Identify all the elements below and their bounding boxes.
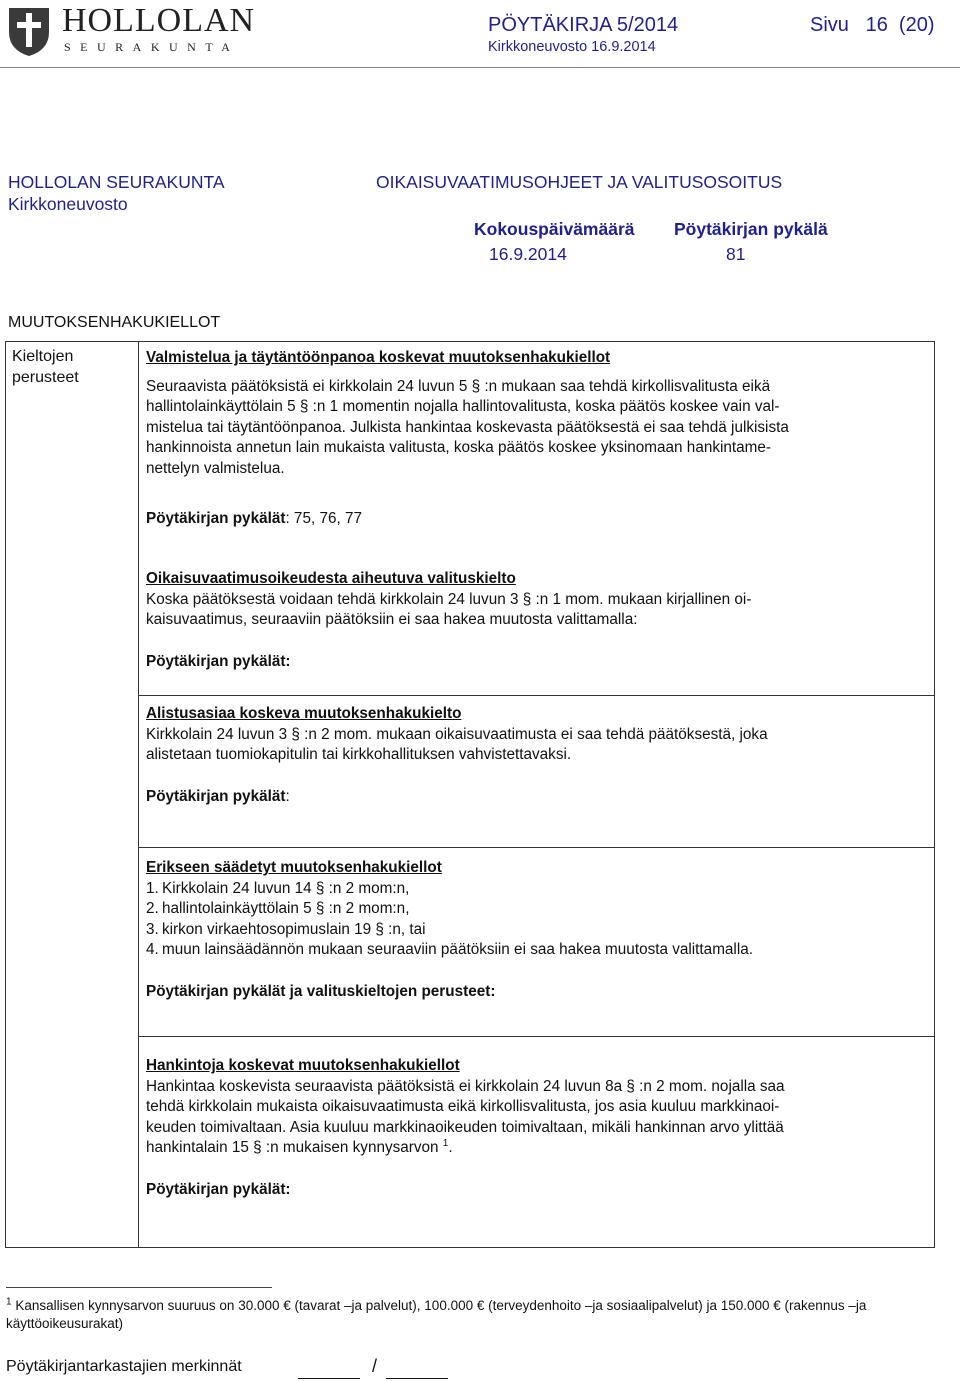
footnote-text: Kansallisen kynnysarvon suuruus on 30.000 € (tavarat –ja palvelut), 100.000 € (terveydenhoito –ja sosiaalipalvelut) ja 150.000 € (rakennus –ja — [11, 1298, 867, 1313]
text-line: tehdä kirkkolain mukaista oikaisuvaatimusta eikä kirkollisvalitusta, jos asia kuuluu markkinaoi- — [146, 1098, 780, 1115]
inspector-notes-label: Pöytäkirjantarkastajien merkinnät — [6, 1358, 242, 1375]
block-heading: Alistusasiaa koskeva muutoksenhakukielto — [146, 705, 462, 722]
pykalat-label: Pöytäkirjan pykälät: — [146, 652, 291, 670]
list-number: 3. — [146, 920, 159, 938]
pykalat-value: : — [285, 787, 290, 805]
pykalat-label: Pöytäkirjan pykälät — [146, 510, 286, 527]
text-line: Koska päätöksestä voidaan tehdä kirkkolain 24 luvun 3 § :n 1 mom. mukaan kirjallinen oi- — [146, 590, 752, 608]
pykalat-value: : 75, 76, 77 — [285, 510, 362, 527]
block-separate-restrictions — [146, 858, 916, 1002]
footnote-rule — [6, 1287, 272, 1288]
block-heading: Hankintoja koskevat muutoksenhakukiellot — [146, 1057, 460, 1074]
section-label: Pöytäkirjan pykälä — [674, 219, 828, 239]
block-rectification — [146, 569, 916, 672]
block-procurement: Hankintoja koskevat muutoksenhakukiellot Hankintaa koskevista seuraavista päätöksistä ei kirkkolain 24 luvun 8a § :n 2 mom. nojalla saa tehdä kirkkolain mukaista oikaisuvaatimusta eikä kirkollisvalitusta, jos asia kuuluu markkinaoi- keuden toimivaltaan. Asia kuuluu markkinaoikeuden toimivaltaan, mikäli hankinnan arvo ylittää hankintalain 15 § :n mukaisen kynnysarvon $^1$. Pöytäkirjan pykälät: — [146, 1056, 916, 1200]
list-item — [146, 879, 916, 900]
text-line: kaisuvaatimus, seuraaviin päätöksiin ei saa hakea muutosta valittamalla: — [146, 611, 638, 628]
logo-subtitle: SEURAKUNTA — [64, 40, 240, 54]
footnote-ref[interactable]: 1 — [442, 1137, 449, 1149]
text-line: Seuraavista päätöksistä ei kirkkolain 24 luvun 5 § :n mukaan saa tehdä kirkollisvalitusta eikä — [146, 377, 771, 395]
list-text: muun lainsäädännön mukaan seuraaviin päätöksiin ei saa hakea muutosta valittamalla. — [162, 941, 753, 958]
footnote-mark: 1 — [6, 1296, 12, 1308]
pykalat-label: Pöytäkirjan pykälät: — [146, 1180, 291, 1198]
block-heading: Oikaisuvaatimusoikeudesta aiheutuva valituskielto — [146, 570, 516, 587]
text-line: mistelua tai täytäntöönpanoa. Julkista hankintaa koskevasta päätöksestä ei saa tehdä julkisista — [146, 418, 789, 436]
text-line: Hankintaa koskevista seuraavista päätöksistä ei kirkkolain 24 luvun 8a § :n 2 mom. nojalla saa — [146, 1077, 785, 1095]
text-line: hankinnoista annetun lain mukaista valitusta, koska päätös koskee yksinomaan hankintame- — [146, 439, 771, 456]
list-item — [146, 920, 916, 941]
section-number: 81 — [726, 244, 746, 264]
slash: / — [372, 1356, 378, 1376]
pykalat-label: Pöytäkirjan pykälät ja valituskieltojen perusteet: — [146, 982, 496, 1000]
document-subtitle: Kirkkoneuvosto 16.9.2014 — [488, 39, 656, 55]
block-preparation — [146, 348, 916, 530]
text-line: alistetaan tuomiokapitulin tai kirkkohallituksen vahvistettavaksi. — [146, 746, 572, 763]
text-line: hallintolainkäyttölain 5 § :n 1 momentin nojalla hallintovalitusta, koska päätös koskee vain val- — [146, 398, 780, 415]
header-divider — [0, 67, 960, 68]
org-name: HOLLOLAN SEURAKUNTA — [8, 172, 225, 192]
text-line: keuden toimivaltaan. Asia kuuluu markkinaoikeuden toimivaltaan, mikäli hankinnan arvo ylittää — [146, 1118, 784, 1136]
left-label-line1: Kieltojen — [12, 348, 74, 365]
footnote-continuation: käyttöoikeusurakat) — [6, 1316, 124, 1331]
list-text: hallintolainkäyttölain 5 § :n 2 mom:n, — [162, 900, 410, 917]
list-item — [146, 899, 916, 920]
initials-line-2[interactable] — [386, 1378, 448, 1379]
date-label: Kokouspäivämäärä — [474, 219, 635, 239]
footnote — [6, 1297, 866, 1314]
list-number: 1. — [146, 879, 159, 897]
block-heading: Erikseen säädetyt muutoksenhakukiellot — [146, 859, 442, 876]
instructions-title: OIKAISUVAATIMUSOHJEET JA VALITUSOSOITUS — [376, 172, 783, 192]
pykalat-label: Pöytäkirjan pykälät — [146, 787, 286, 805]
initials-line-1[interactable] — [298, 1378, 360, 1379]
list-item — [146, 940, 916, 961]
text-line: hankintalain 15 § :n mukaisen kynnysarvon — [146, 1139, 439, 1156]
left-label-line2: perusteet — [12, 369, 79, 386]
section-heading: MUUTOKSENHAKUKIELLOT — [8, 314, 221, 331]
text-line: Kirkkolain 24 luvun 3 § :n 2 mom. mukaan oikaisuvaatimusta ei saa tehdä päätöksestä, joka — [146, 725, 768, 743]
logo-name: HOLLOLAN — [62, 2, 256, 39]
block-heading: Valmistelua ja täytäntöönpanoa koskevat muutoksenhakukiellot — [146, 349, 611, 366]
document-title: PÖYTÄKIRJA 5/2014 — [488, 14, 679, 36]
list-text: kirkon virkaehtosopimuslain 19 § :n, tai — [162, 920, 426, 938]
body-name: Kirkkoneuvosto — [8, 194, 128, 214]
page-number: Sivu 16 (20) — [810, 14, 935, 36]
list-number: 2. — [146, 900, 159, 917]
list-number: 4. — [146, 941, 159, 958]
list-text: Kirkkolain 24 luvun 14 § :n 2 mom:n, — [162, 879, 410, 897]
text-line: nettelyn valmistelua. — [146, 459, 285, 477]
church-crest-icon — [6, 4, 52, 58]
block-subordination — [146, 704, 916, 807]
meeting-date: 16.9.2014 — [489, 244, 567, 264]
